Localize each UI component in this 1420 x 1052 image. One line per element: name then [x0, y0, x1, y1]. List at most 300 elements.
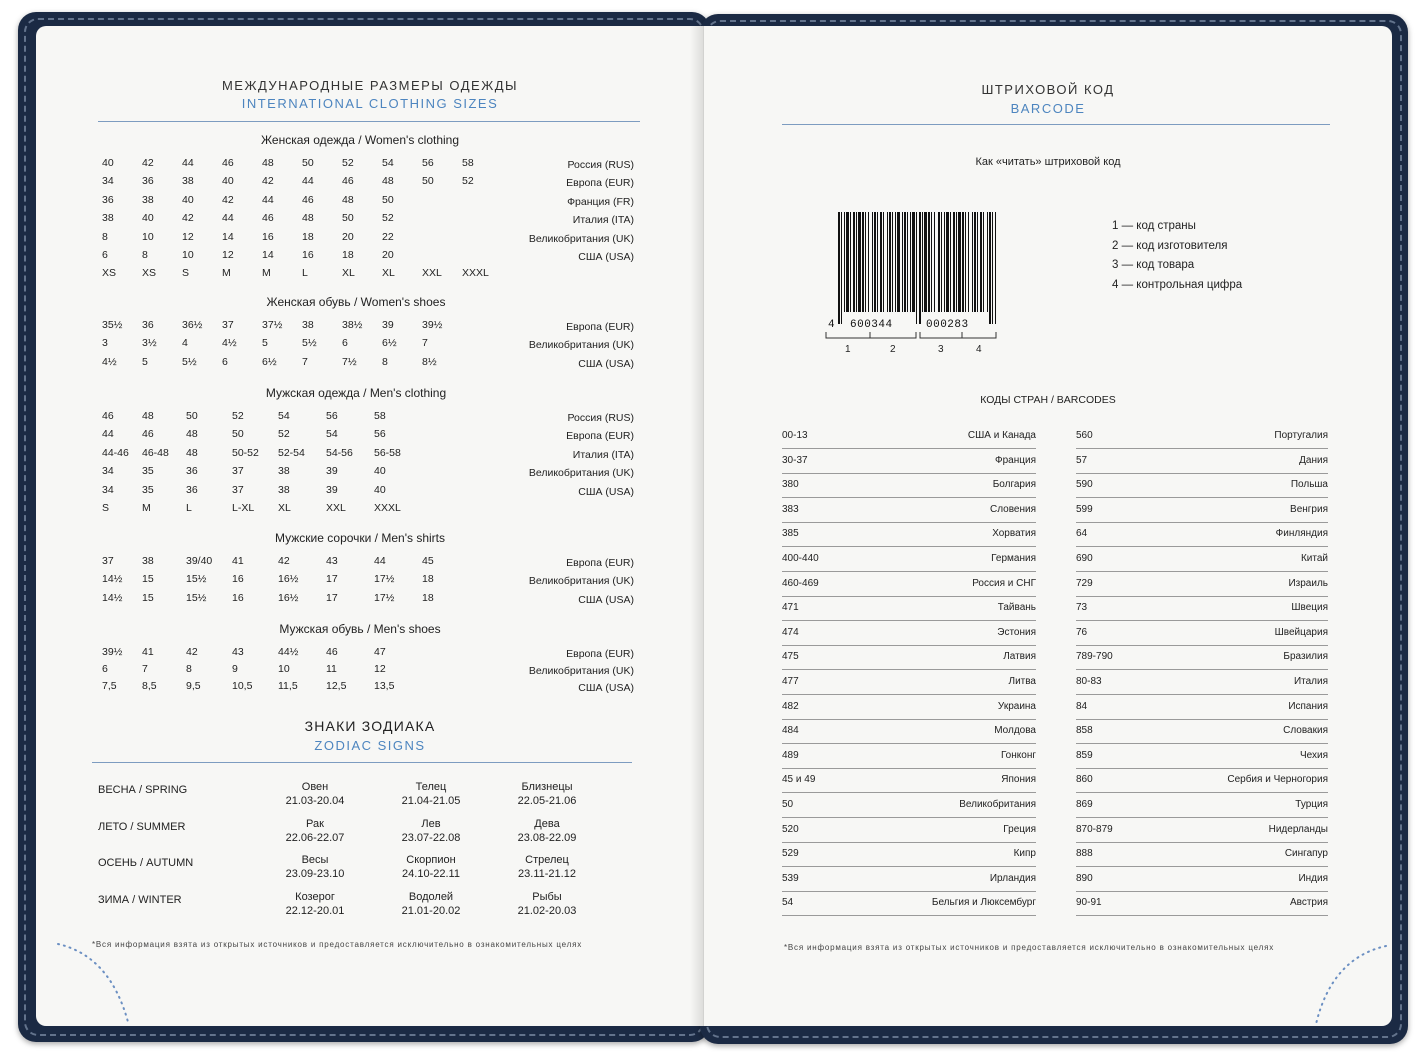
size-cell: 16 [302, 249, 314, 261]
barcode-bar [902, 212, 903, 312]
code-country: Тайвань [997, 602, 1036, 614]
size-cell: 56 [422, 157, 434, 169]
code-country: США и Канада [967, 430, 1036, 441]
size-cell: 38½ [342, 319, 363, 331]
barcode-bar [883, 212, 884, 312]
country-code-row [1076, 549, 1328, 572]
size-cell: 15 [142, 573, 154, 586]
size-cell: XL [342, 267, 355, 280]
barcode-bar [974, 212, 976, 312]
barcode-bar [910, 212, 911, 312]
size-cell: 43 [232, 646, 244, 658]
code-number: 400-440 [782, 553, 819, 564]
barcode-legend [1112, 217, 1242, 295]
size-cell: 22 [382, 230, 394, 243]
size-cell: 56 [326, 410, 338, 422]
country-code-row [1076, 500, 1328, 523]
country-code-row [782, 475, 1036, 498]
size-cell: 6 [222, 355, 228, 368]
legend-item-check-digit: 4 — контрольная цифра [1112, 278, 1243, 291]
code-country: Австрия [1289, 897, 1328, 909]
barcode-bracket-label: 1 [845, 344, 851, 355]
code-country: Хорватия [992, 528, 1036, 540]
size-cell: 44 [102, 428, 114, 441]
zodiac-sign [492, 890, 602, 918]
code-number: 489 [782, 749, 799, 761]
size-cell: 14½ [102, 573, 123, 586]
right-page [704, 26, 1392, 1026]
size-cell: 44 [302, 175, 314, 188]
code-country: Греция [1003, 823, 1036, 835]
size-cell: 7 [142, 662, 148, 675]
size-section-title: Женская одежда / Women's clothing [260, 133, 460, 147]
country-code-row [782, 869, 1036, 892]
barcode-bracket [920, 332, 962, 338]
how-to-read-caption: Как «читать» штриховой код [975, 156, 1121, 168]
barcode-title-en: BARCODE [1010, 101, 1086, 116]
zodiac-sign-dates: 23.08-22.09 [517, 831, 577, 844]
code-country: Финляндия [1275, 528, 1328, 540]
zodiac-sign-name: Водолей [408, 890, 454, 903]
size-cell: 6 [342, 337, 348, 350]
size-cell: 11 [326, 662, 337, 675]
size-cell: 41 [142, 646, 154, 658]
size-cell: 54 [382, 157, 394, 169]
size-cell: 50 [342, 212, 354, 225]
size-cell: 42 [142, 157, 154, 169]
size-cell: 18 [342, 249, 354, 261]
zodiac-sign [260, 780, 370, 808]
barcode-bar [880, 212, 882, 312]
size-cell: 37½ [262, 319, 283, 331]
size-cell: 17 [326, 591, 338, 604]
size-cell: 42 [222, 193, 234, 206]
code-number: 789-790 [1076, 651, 1113, 663]
barcode-bar [853, 212, 855, 312]
size-row-country: Великобритания (UK) [528, 339, 634, 352]
size-row-country: США (USA) [578, 593, 634, 606]
code-country: Словакия [1283, 725, 1328, 737]
size-row-country: Италия (ITA) [572, 214, 634, 227]
size-cell: 52 [342, 157, 354, 169]
title-rule [98, 121, 640, 122]
code-country: Германия [991, 553, 1036, 564]
size-cell: 48 [142, 410, 154, 422]
country-code-row [1076, 869, 1328, 892]
size-cell: 54 [278, 410, 290, 422]
code-number: 385 [782, 528, 799, 540]
size-cell: 56 [374, 428, 386, 441]
size-row-country: Европа (EUR) [566, 321, 634, 333]
barcode-bracket-label: 4 [976, 344, 982, 355]
size-cell: 36 [102, 193, 114, 206]
code-country: Болгария [992, 479, 1036, 491]
size-cell: 40 [182, 193, 194, 206]
zodiac-season: ЗИМА / WINTER [98, 893, 182, 906]
code-country: Великобритания [959, 799, 1036, 810]
size-cell: 5 [262, 337, 268, 350]
code-number: 869 [1076, 799, 1093, 810]
size-cell: 34 [102, 175, 114, 188]
size-cell: 39 [382, 319, 394, 331]
code-country: Польша [1290, 479, 1328, 491]
size-cell: 58 [374, 410, 386, 422]
code-country: Литва [1008, 676, 1036, 687]
country-code-row [782, 820, 1036, 843]
zodiac-sign [376, 817, 486, 845]
size-cell: 52-54 [278, 446, 305, 459]
size-cell: M [262, 267, 271, 280]
zodiac-sign [492, 853, 602, 881]
barcode-bar [946, 212, 949, 312]
size-cell: 14 [262, 249, 274, 261]
size-row-country: США (USA) [578, 681, 634, 694]
size-row-country: Франция (FR) [567, 195, 634, 208]
country-code-row [1076, 647, 1328, 670]
size-cell: 50 [232, 428, 244, 441]
size-cell: 48 [302, 212, 314, 225]
size-cell: 41 [232, 555, 244, 567]
code-country: Ирландия [989, 872, 1036, 884]
code-country: Чехия [1299, 749, 1328, 761]
country-code-row [1076, 746, 1328, 769]
zodiac-sign-dates: 21.02-20.03 [517, 904, 577, 917]
code-number: 54 [782, 897, 794, 909]
code-country: Сингапур [1284, 848, 1328, 860]
size-cell: 8 [186, 662, 192, 675]
size-cell: 50 [302, 157, 314, 169]
code-number: 599 [1076, 503, 1093, 515]
size-cell: 46 [302, 193, 314, 206]
country-code-row [1076, 426, 1328, 449]
zodiac-sign-dates: 21.04-21.05 [401, 795, 461, 807]
size-cell: 40 [102, 157, 114, 169]
size-cell: 40 [222, 175, 234, 188]
size-cell: S [102, 502, 110, 514]
size-cell: M [222, 267, 231, 280]
size-row-country: Великобритания (UK) [528, 575, 634, 588]
size-cell: 34 [102, 465, 114, 478]
barcode-bracket [826, 332, 870, 338]
zodiac-sign-dates: 22.12-20.01 [285, 904, 345, 917]
barcode-bar [972, 212, 973, 312]
size-cell: 44 [262, 193, 274, 206]
size-cell: 44 [374, 555, 386, 567]
size-cell: 3½ [142, 337, 157, 350]
country-code-row [782, 697, 1036, 720]
size-cell: 4 [182, 337, 188, 350]
code-country: Бразилия [1283, 651, 1328, 663]
size-section-title: Мужская обувь / Men's shoes [279, 622, 441, 636]
barcode-digits: 000283 [926, 319, 969, 331]
size-cell: 16 [232, 573, 244, 586]
zodiac-sign [260, 817, 370, 845]
size-cell: 12 [374, 662, 386, 675]
barcode-bar [928, 212, 930, 312]
barcode-bracket-label: 2 [890, 344, 896, 355]
barcode-bar [916, 212, 917, 324]
code-number: 380 [782, 479, 799, 491]
size-cell: 46 [142, 428, 154, 441]
code-number: 383 [782, 503, 799, 515]
size-cell: 46 [222, 157, 234, 169]
barcode-bar [950, 212, 951, 312]
size-section-title: Мужские сорочки / Men's shirts [275, 531, 445, 545]
code-number: 858 [1076, 725, 1093, 737]
size-row-country: Великобритания (UK) [528, 664, 634, 677]
code-number: 888 [1076, 848, 1093, 860]
code-country: Израиль [1288, 577, 1328, 589]
decorative-dots-left [50, 936, 140, 1026]
clothing-sizes-title-en: INTERNATIONAL CLOTHING SIZES [241, 96, 499, 111]
country-codes-title: КОДЫ СТРАН / BARCODES [980, 394, 1116, 406]
country-code-row [782, 893, 1036, 916]
code-number: 84 [1076, 700, 1088, 712]
barcode-bar [992, 212, 993, 324]
size-cell: 13,5 [374, 679, 395, 692]
code-country: Швейцария [1274, 626, 1328, 638]
code-country: Словения [989, 503, 1036, 515]
size-cell: 9 [232, 662, 238, 675]
barcode-bar [865, 212, 866, 312]
zodiac-sign [376, 780, 486, 808]
barcode-bar [872, 212, 873, 312]
code-number: 45 и 49 [782, 774, 816, 786]
code-country: Китай [1300, 553, 1328, 564]
code-country: Россия и СНГ [972, 577, 1036, 589]
barcode-digits: 600344 [850, 319, 893, 331]
size-cell: 8 [102, 230, 108, 243]
barcode-bar [938, 212, 940, 312]
size-cell: 8 [382, 355, 388, 368]
size-cell: 35 [142, 483, 154, 496]
code-number: 460-469 [782, 577, 819, 589]
barcode-bar [931, 212, 932, 312]
size-cell: 17½ [374, 591, 395, 604]
barcode-bar [977, 212, 978, 312]
size-cell: 5½ [302, 337, 317, 350]
size-cell: 4½ [102, 355, 117, 368]
code-country: Бельгия и Люксембург [931, 897, 1036, 909]
size-cell: 37 [102, 555, 114, 567]
size-cell: 46 [262, 212, 274, 225]
size-cell: 14 [222, 230, 234, 243]
code-number: 474 [782, 626, 799, 638]
country-code-row [782, 426, 1036, 449]
size-cell: XXL [422, 267, 442, 280]
size-cell: 40 [374, 465, 386, 478]
code-country: Эстония [997, 626, 1036, 638]
barcode-bar [838, 212, 840, 324]
size-cell: 20 [382, 249, 394, 261]
code-country: Турция [1295, 799, 1328, 810]
barcode-bar [856, 212, 857, 312]
code-number: 50 [782, 799, 794, 810]
size-cell: XXXL [374, 502, 401, 514]
size-cell: 17½ [374, 573, 395, 586]
size-cell: 36 [186, 483, 198, 496]
barcode-bar [874, 212, 876, 312]
size-cell: 48 [342, 193, 354, 206]
size-cell: L-XL [232, 502, 255, 514]
barcode-bar [968, 212, 969, 312]
barcode-bar [919, 212, 921, 324]
size-cell: 18 [302, 230, 314, 243]
barcode-bar [958, 212, 961, 312]
size-cell: 16½ [278, 591, 299, 604]
barcode-bar [858, 212, 861, 312]
size-cell: L [302, 267, 308, 280]
size-cell: 54 [326, 428, 338, 441]
code-number: 475 [782, 651, 799, 663]
size-cell: 9,5 [186, 679, 201, 692]
zodiac-sign [260, 890, 370, 918]
size-cell: 39½ [102, 646, 123, 658]
size-cell: 7,5 [102, 679, 117, 692]
size-cell: 44-46 [102, 446, 129, 459]
zodiac-season: ОСЕНЬ / AUTUMN [98, 857, 194, 869]
size-cell: 40 [142, 212, 154, 225]
size-cell: 15 [142, 591, 154, 604]
country-code-row [782, 721, 1036, 744]
size-row-country: Европа (EUR) [566, 177, 634, 190]
zodiac-sign-dates: 21.01-20.02 [401, 904, 461, 917]
size-cell: 12 [182, 230, 194, 243]
code-number: 76 [1076, 626, 1088, 638]
barcode-bar [941, 212, 942, 312]
size-cell: 44½ [278, 646, 299, 658]
size-cell: 35 [142, 465, 154, 478]
zodiac-sign [376, 853, 486, 881]
size-cell: XXXL [462, 267, 489, 280]
size-cell: 48 [186, 446, 198, 459]
code-number: 477 [782, 676, 799, 687]
size-cell: 52 [462, 175, 474, 188]
size-cell: 36 [142, 319, 154, 331]
barcode-bar [850, 212, 851, 312]
size-cell: 4½ [222, 337, 237, 350]
size-cell: XL [278, 502, 291, 514]
code-country: Италия [1293, 676, 1328, 687]
barcode-bar [965, 212, 966, 312]
size-cell: 48 [186, 428, 198, 441]
barcode-bracket [870, 332, 916, 338]
size-cell: 12 [222, 249, 234, 261]
barcode-bar [962, 212, 964, 312]
barcode-digits: 4 [828, 319, 836, 331]
code-number: 860 [1076, 774, 1093, 786]
barcode-bar [995, 212, 996, 324]
country-code-row [1076, 697, 1328, 720]
country-code-row [1076, 475, 1328, 498]
code-number: 539 [782, 872, 799, 884]
code-number: 729 [1076, 577, 1093, 589]
barcode-bar [904, 212, 906, 312]
code-number: 520 [782, 823, 799, 835]
size-cell: 12,5 [326, 679, 347, 692]
barcode-bar [877, 212, 878, 312]
zodiac-sign-name: Рыбы [532, 890, 562, 903]
zodiac-sign-dates: 24.10-22.11 [402, 868, 460, 880]
code-number: 73 [1076, 602, 1088, 614]
code-number: 690 [1076, 553, 1093, 564]
code-number: 870-879 [1076, 823, 1113, 835]
barcode-bar [897, 212, 900, 312]
zodiac-title-en: ZODIAC SIGNS [314, 738, 426, 753]
code-number: 64 [1076, 528, 1088, 540]
size-cell: 3 [102, 337, 108, 350]
barcode-bar [892, 212, 893, 312]
country-code-row [782, 451, 1036, 474]
country-code-row [782, 795, 1036, 818]
country-code-row [782, 574, 1036, 597]
zodiac-season: ЛЕТО / SUMMER [98, 820, 186, 833]
size-cell: 43 [326, 555, 338, 567]
code-number: 529 [782, 848, 799, 860]
zodiac-sign-name: Козерог [295, 890, 335, 903]
country-code-row [1076, 598, 1328, 621]
size-cell: 39½ [422, 319, 443, 331]
size-section-title: Женская обувь / Women's shoes [266, 295, 446, 309]
zodiac-sign-name: Стрелец [525, 854, 569, 866]
zodiac-sign-dates: 21.03-20.04 [285, 795, 345, 807]
size-cell: M [142, 502, 151, 514]
country-code-row [782, 549, 1036, 572]
barcode-bar [953, 212, 955, 312]
code-number: 560 [1076, 430, 1093, 441]
clothing-sizes-title-ru: МЕЖДУНАРОДНЫЕ РАЗМЕРЫ ОДЕЖДЫ [221, 78, 519, 93]
code-country: Венгрия [1290, 503, 1328, 515]
code-country: Япония [1001, 774, 1036, 786]
size-cell: 45 [422, 555, 434, 567]
size-row-country: США (USA) [578, 485, 634, 498]
zodiac-sign-name: Телец [415, 781, 447, 793]
barcode-bracket [962, 332, 996, 338]
zodiac-sign-dates: 23.07-22.08 [401, 831, 461, 844]
country-code-row [1076, 672, 1328, 695]
zodiac-sign [376, 890, 486, 918]
zodiac-sign [492, 817, 602, 845]
country-code-row [1076, 893, 1328, 916]
size-cell: XS [102, 267, 117, 280]
size-cell: 8½ [422, 355, 437, 368]
size-cell: 39 [326, 483, 338, 496]
code-number: 484 [782, 725, 799, 737]
code-number: 80-83 [1076, 676, 1102, 687]
size-cell: 50 [186, 410, 198, 422]
size-cell: L [186, 502, 192, 514]
size-cell: 38 [142, 555, 154, 567]
size-cell: 50 [382, 193, 394, 206]
code-country: Украина [997, 700, 1036, 712]
code-country: Индия [1298, 872, 1328, 884]
barcode-title-ru: ШТРИХОВОЙ КОД [981, 82, 1115, 97]
size-cell: 7½ [342, 355, 357, 368]
country-code-row [1076, 770, 1328, 793]
size-cell: 47 [374, 646, 386, 658]
size-cell: 50-52 [232, 446, 259, 459]
barcode-bar [846, 212, 849, 312]
zodiac-sign [492, 780, 602, 808]
barcode-bar [889, 212, 891, 312]
barcode-bar [922, 212, 923, 312]
size-cell: S [182, 267, 190, 280]
size-cell: 10 [182, 249, 194, 261]
size-cell: 5 [142, 355, 148, 368]
size-cell: 35½ [102, 319, 123, 331]
zodiac-sign-name: Лев [421, 817, 441, 830]
size-cell: 8,5 [142, 679, 157, 692]
